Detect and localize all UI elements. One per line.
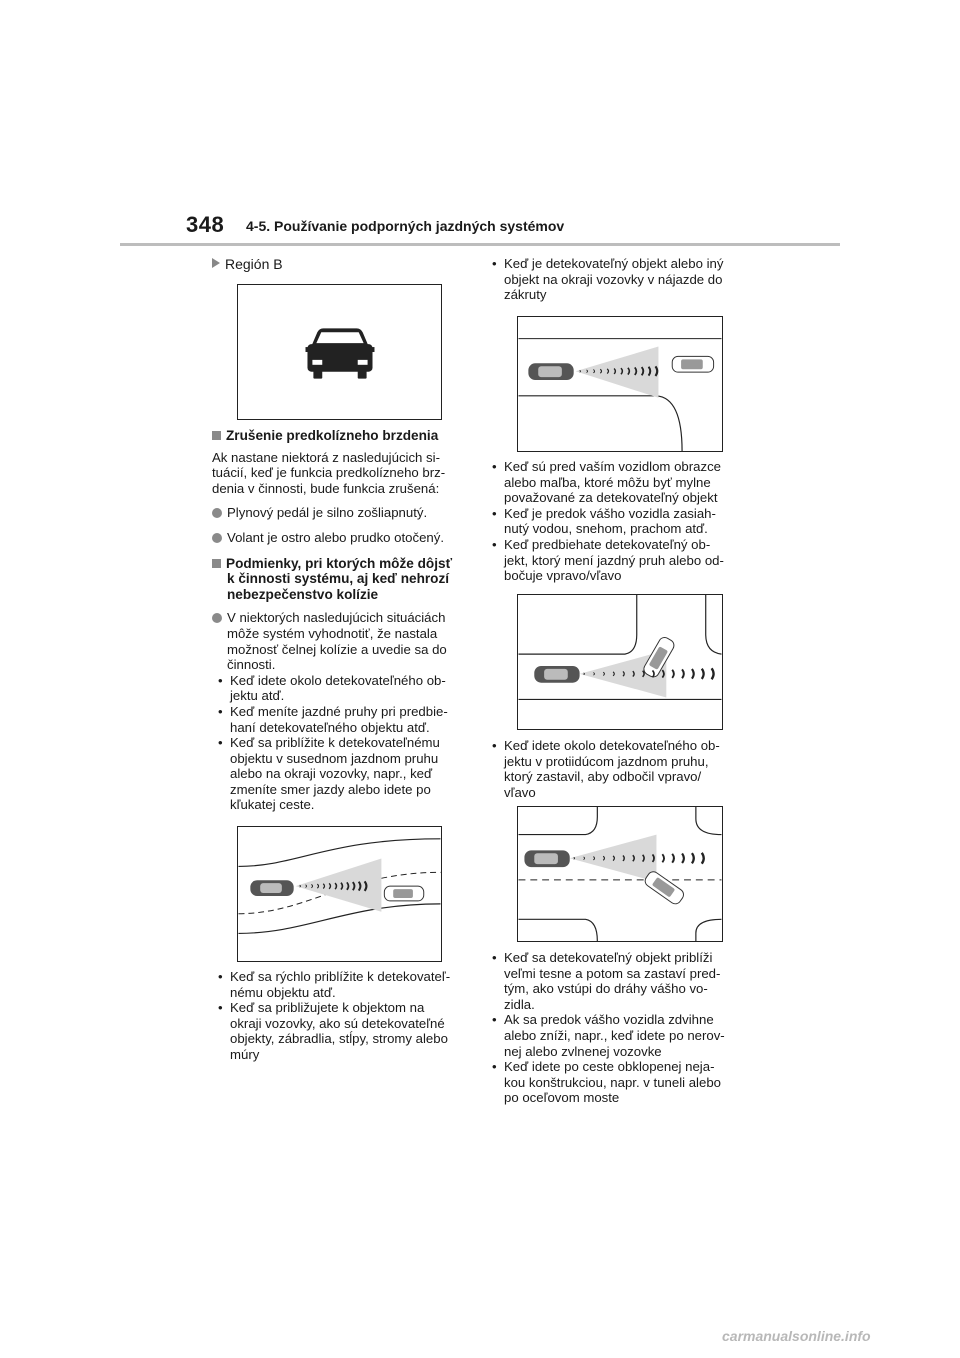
circle-item-situations: V niektorých nasledujúcich situáciách môže systém vyhodnotiť, že nastala možnosť čelnej kolízie a uvedie sa do činnosti.	[212, 610, 472, 672]
heading-conditions: Podmienky, pri ktorých môže dôjsť k činnosti systému, aj keď nehrozí nebezpečenstvo kolízie	[212, 556, 472, 603]
figure-curved-road	[237, 826, 442, 962]
radar-wave	[682, 669, 684, 678]
bullet-item: • Keď sa približujete k objektom na okraji vozovky, ako sú detekovateľné objekty, zábradlia, stĺpy, stromy alebo múry	[212, 1000, 472, 1062]
bullet-item: • Keď je detekovateľný objekt alebo iný objekt na okraji vozovky v nájazde do zákruty	[486, 256, 754, 303]
header-divider	[120, 243, 840, 246]
radar-wave	[712, 668, 714, 679]
bullet-item: • Keď sa detekovateľný objekt priblíži veľmi tesne a potom sa zastaví pred- tým, ako vstúpi do dráhy vášho vo- zidla.	[486, 950, 754, 1012]
radar-wave	[662, 854, 664, 862]
figure-oncoming-turn	[517, 806, 723, 942]
square-bullet-icon	[212, 559, 221, 568]
bullet-item: • Keď predbiehate detekovateľný ob- jekt, ktorý mení jazdný pruh alebo od- bočuje vpravo/vľavo	[486, 537, 754, 584]
watermark: carmanualsonline.info	[722, 1328, 871, 1344]
bullet-item: • Keď idete okolo detekovateľného ob- jektu v protiidúcom jazdnom pruhu, ktorý zastavil, aby odbočil vpravo/ vľavo	[486, 738, 754, 800]
heading-cancel: Zrušenie predkolízneho brzdenia	[212, 428, 472, 444]
radar-wave	[672, 854, 674, 863]
bullet-item: • Ak sa predok vášho vozidla zdvihne alebo zníži, napr., keď idete po nerov- nej alebo zvlnenej vozovke	[486, 1012, 754, 1059]
bullet-item: • Keď idete po ceste obklopenej neja- kou konštrukciou, napr. v tuneli alebo po oceľovom moste	[486, 1059, 754, 1106]
region-label: Región B	[212, 256, 283, 272]
circle-bullet-icon	[212, 613, 222, 623]
bullet-item: • Keď sa priblížite k detekovateľnému objektu v susednom jazdnom pruhu alebo na okraji vozovky, napr., keď zmeníte smer jazdy alebo idete po kľukatej ceste.	[212, 735, 472, 813]
bullet-item: • Keď je predok vášho vozidla zasiah- nutý vodou, snehom, prachom atď.	[486, 506, 754, 537]
car-front-icon	[238, 285, 441, 419]
paragraph-cancel: Ak nastane niektorá z nasledujúcich si- tuácií, keď je funkcia predkolízneho brz- denia v činnosti, bude funkcia zrušená:	[212, 449, 446, 496]
figure-car-front	[237, 284, 442, 420]
circle-item-accelerator: Plynový pedál je silno zošliapnutý.	[212, 505, 472, 521]
radar-wave	[702, 669, 704, 679]
bullet-item: • Keď sa rýchlo priblížite k detekovateľ- nému objektu atď.	[212, 969, 472, 1000]
square-bullet-icon	[212, 431, 221, 440]
section-title: 4-5. Používanie podporných jazdných systémov	[246, 218, 565, 234]
radar-wave	[672, 670, 674, 678]
triangle-bullet-icon	[212, 258, 220, 268]
circle-item-steering: Volant je ostro alebo prudko otočený.	[212, 530, 472, 546]
radar-wave	[692, 669, 694, 679]
figure-curve-entry	[517, 316, 723, 452]
bullet-item: • Keď idete okolo detekovateľného ob- jektu atď.	[212, 673, 472, 704]
circle-bullet-icon	[212, 508, 222, 518]
radar-wave	[702, 853, 704, 864]
bullet-item: • Keď meníte jazdné pruhy pri predbie- haní detekovateľného objektu atď.	[212, 704, 472, 735]
bullet-item: • Keď sú pred vaším vozidlom obrazce alebo maľba, ktoré môžu byť mylne považované za detekovateľný objekt	[486, 459, 754, 506]
radar-wave	[682, 853, 684, 863]
circle-bullet-icon	[212, 533, 222, 543]
page-number: 348	[186, 212, 225, 237]
figure-overtaking	[517, 594, 723, 730]
radar-wave	[692, 853, 694, 863]
